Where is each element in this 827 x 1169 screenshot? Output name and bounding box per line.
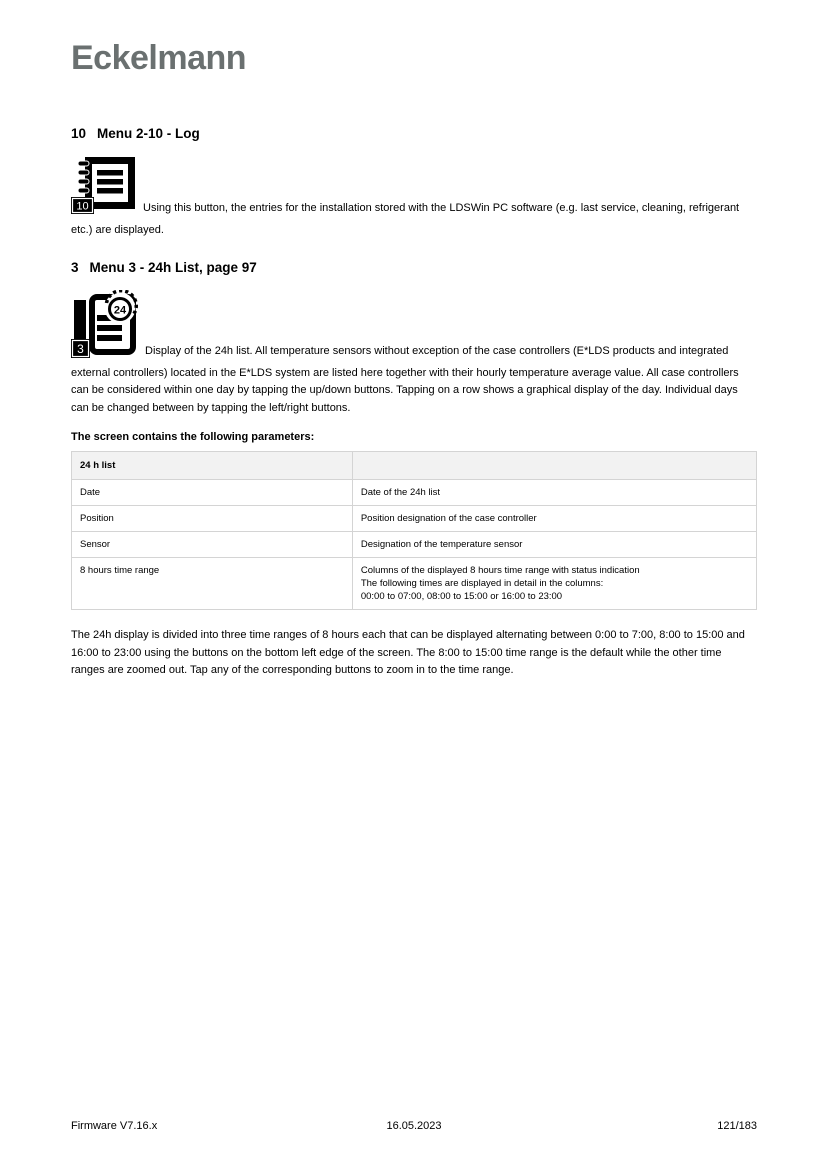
parameters-table bbox=[71, 451, 757, 610]
param-description: Designation of the temperature sensor bbox=[352, 532, 756, 558]
section-body-24h-list bbox=[71, 290, 757, 417]
icon-badge-3: 3 bbox=[77, 342, 84, 356]
param-description: Date of the 24h list bbox=[352, 480, 756, 506]
section-body-log bbox=[71, 157, 757, 239]
param-name: Position bbox=[72, 506, 353, 532]
section-title: Menu 2-10 - Log bbox=[97, 126, 200, 141]
param-name: Date bbox=[72, 480, 353, 506]
table-row bbox=[72, 506, 757, 532]
icon-clock-label: 24 bbox=[113, 304, 127, 317]
param-name: 8 hours time range bbox=[72, 558, 353, 610]
param-description-line: Columns of the displayed 8 hours time range with status indication bbox=[360, 565, 640, 576]
section-number: 10 bbox=[71, 126, 87, 141]
param-description: Position designation of the case controller bbox=[352, 506, 756, 532]
closing-paragraph: The 24h display is divided into three time ranges of 8 hours each that can be displayed alternating between 0:00 to 7:00, 8:00 to 15:00 and 16:00 to 23:00 using the buttons on the bottom left edge of the screen. The 8:00 to 15:00 time range is the default while the other time ranges are zoomed out. Tap any of the corresponding buttons to zoom in to the time range. bbox=[71, 629, 745, 676]
table-row bbox=[72, 532, 757, 558]
table-header-cell: 24 h list bbox=[72, 452, 353, 480]
section-heading-menu-2-10-log bbox=[71, 125, 757, 143]
param-name: Sensor bbox=[72, 532, 353, 558]
table-header-cell-empty bbox=[352, 452, 756, 480]
param-description-line: The following times are displayed in detail in the columns: bbox=[360, 578, 604, 589]
parameters-intro: The screen contains the following parameters: bbox=[71, 431, 315, 443]
24h-list-icon bbox=[71, 290, 139, 365]
table-row bbox=[72, 480, 757, 506]
footer-firmware-version: Firmware V7.16.x bbox=[71, 1120, 158, 1132]
section-number: 3 bbox=[71, 260, 79, 275]
table-row bbox=[72, 558, 757, 610]
footer-date: 16.05.2023 bbox=[386, 1120, 442, 1132]
footer-page-number: 121/183 bbox=[717, 1120, 757, 1132]
section-title: Menu 3 - 24h List, page 97 bbox=[89, 260, 257, 275]
section-body-text: Using this button, the entries for the installation stored with the LDSWin PC software (e.g. last service, cleaning, refrigerant etc.) are displayed. bbox=[71, 202, 740, 236]
param-description bbox=[352, 558, 756, 610]
param-description-line: 00:00 to 07:00, 08:00 to 15:00 or 16:00 to 23:00 bbox=[360, 591, 563, 602]
eckelmann-logo: Eckelmann bbox=[71, 39, 247, 77]
icon-badge-10: 10 bbox=[76, 200, 89, 213]
table-header-row bbox=[72, 452, 757, 480]
log-notepad-icon bbox=[71, 157, 137, 222]
section-heading-menu-3-24h-list bbox=[71, 259, 757, 277]
section-body-text: Display of the 24h list. All temperature sensors without exception of the case controllers (E*LDS products and integrated external controllers) located in the E*LDS system are listed here together with their hourly temperature average value. All case controllers can be considered within one day by tapping the up/down buttons. Tapping on a row shows a graphical display of the day. Individual days can be changed between by tapping the left/right buttons. bbox=[71, 345, 739, 414]
